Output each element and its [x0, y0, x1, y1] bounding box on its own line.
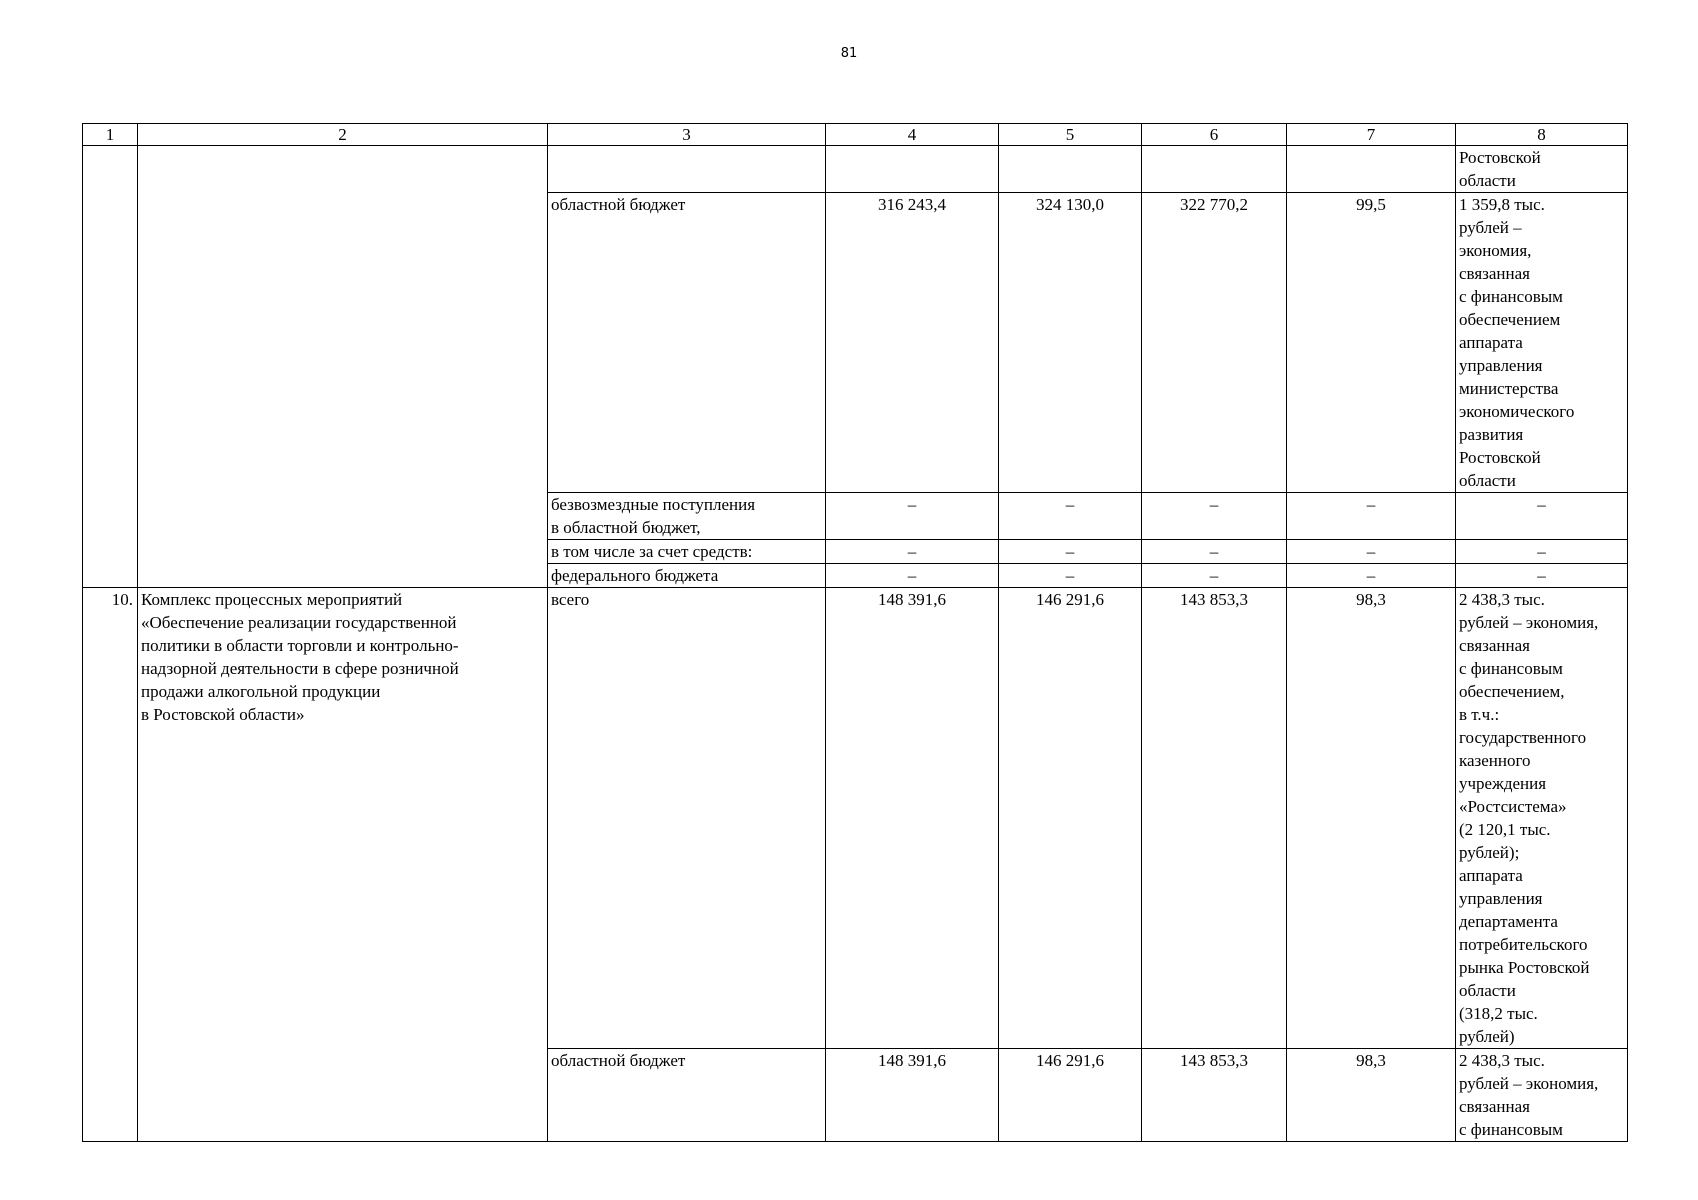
value-cell [1142, 146, 1287, 193]
column-number: 8 [1456, 124, 1628, 146]
value-cell: – [1287, 493, 1456, 540]
source-cell: областной бюджет [548, 193, 826, 493]
value-cell: – [826, 540, 999, 564]
value-cell: 143 853,3 [1142, 588, 1287, 1049]
source-cell: всего [548, 588, 826, 1049]
note-cell: Ростовской области [1456, 146, 1628, 193]
value-cell: 146 291,6 [999, 1049, 1142, 1142]
note-cell: – [1456, 564, 1628, 588]
value-cell: – [1287, 564, 1456, 588]
value-cell: – [1142, 564, 1287, 588]
value-cell: 98,3 [1287, 1049, 1456, 1142]
column-number: 4 [826, 124, 999, 146]
note-cell: 2 438,3 тыс. рублей – экономия, связанная с финансовым обеспечением, в т.ч.: государственного казенного учреждения «Ростсистема» (2 120,1 тыс. рублей); аппарата управления департамента потребительского рынка Ростовской области (318,2 тыс. рублей) [1456, 588, 1628, 1049]
item-number-cell [83, 146, 138, 588]
value-cell: – [1142, 493, 1287, 540]
source-cell: в том числе за счет средств: [548, 540, 826, 564]
column-number: 5 [999, 124, 1142, 146]
value-cell: 324 130,0 [999, 193, 1142, 493]
value-cell: – [826, 564, 999, 588]
value-cell: – [1287, 540, 1456, 564]
value-cell: 98,3 [1287, 588, 1456, 1049]
column-number: 2 [138, 124, 548, 146]
note-cell: – [1456, 540, 1628, 564]
value-cell: – [1142, 540, 1287, 564]
value-cell: 99,5 [1287, 193, 1456, 493]
report-table [82, 123, 1628, 1142]
note-cell: 1 359,8 тыс. рублей – экономия, связанная с финансовым обеспечением аппарата управления министерства экономического развития Ростовской области [1456, 193, 1628, 493]
column-number-row [83, 124, 1628, 146]
item-name-cell [138, 146, 548, 588]
value-cell: – [999, 540, 1142, 564]
column-number: 1 [83, 124, 138, 146]
column-number: 3 [548, 124, 826, 146]
item-name-cell: Комплекс процессных мероприятий «Обеспечение реализации государственной политики в области торговли и контрольно- надзорной деятельности в сфере розничной продажи алкогольной продукции в Ростовской области» [138, 588, 548, 1142]
source-cell: федерального бюджета [548, 564, 826, 588]
value-cell: – [826, 493, 999, 540]
value-cell: 316 243,4 [826, 193, 999, 493]
column-number: 6 [1142, 124, 1287, 146]
value-cell [1287, 146, 1456, 193]
note-cell: – [1456, 493, 1628, 540]
value-cell: – [999, 564, 1142, 588]
value-cell: 143 853,3 [1142, 1049, 1287, 1142]
source-cell [548, 146, 826, 193]
value-cell: 148 391,6 [826, 1049, 999, 1142]
value-cell: 146 291,6 [999, 588, 1142, 1049]
note-cell: 2 438,3 тыс. рублей – экономия, связанная с финансовым [1456, 1049, 1628, 1142]
table-row [83, 588, 1628, 1049]
page-number: 81 [840, 46, 858, 61]
source-cell: безвозмездные поступления в областной бюджет, [548, 493, 826, 540]
value-cell: – [999, 493, 1142, 540]
value-cell [826, 146, 999, 193]
value-cell: 148 391,6 [826, 588, 999, 1049]
value-cell [999, 146, 1142, 193]
column-number: 7 [1287, 124, 1456, 146]
value-cell: 322 770,2 [1142, 193, 1287, 493]
source-cell: областной бюджет [548, 1049, 826, 1142]
item-number-cell: 10. [83, 588, 138, 1142]
table-row [83, 146, 1628, 193]
